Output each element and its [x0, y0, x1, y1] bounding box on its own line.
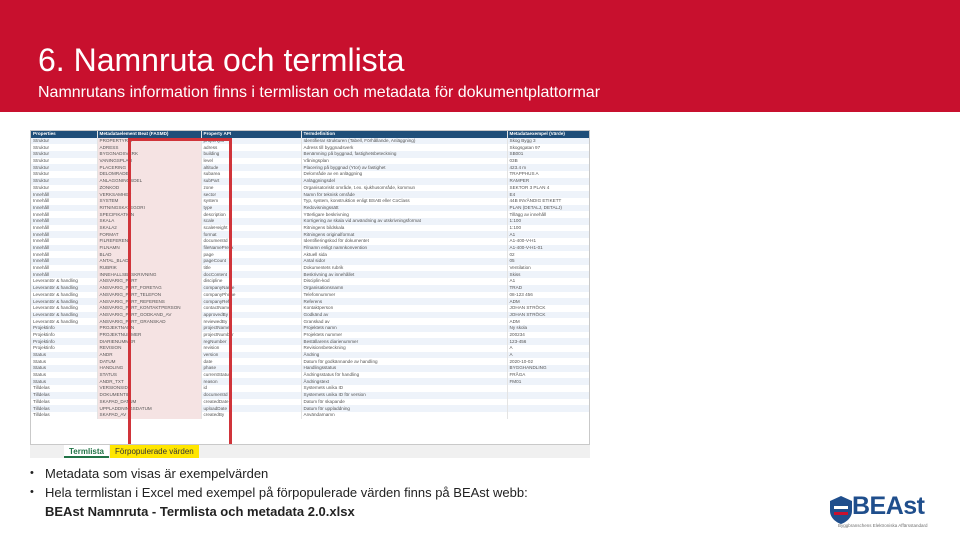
table-cell: 05 [507, 258, 590, 265]
table-cell: Typ, system, konstruktion enligt BSAB eller CoClass [301, 198, 507, 205]
table-cell: FILNAMN [97, 245, 201, 252]
table-cell [507, 412, 590, 419]
table-cell: id [201, 385, 301, 392]
table-row [31, 318, 590, 325]
table-cell: uploadDate [201, 405, 301, 412]
table-cell: projectName [201, 325, 301, 332]
table-cell: ANSVARIG_PART_GODKAND_AV [97, 312, 201, 319]
table-cell: Status [31, 358, 97, 365]
table-cell: Anläggningsdel [301, 178, 507, 185]
slide-subtitle: Namnrutans information finns i termlistan och metadata för dokumentplattormar [38, 84, 601, 101]
table-row [31, 405, 590, 412]
table-cell: Innehåll [31, 265, 97, 272]
table-cell: PLAN (DETALJ, DETALJ) [507, 205, 590, 212]
table-cell: Status [31, 365, 97, 372]
table-cell: HANDLING [97, 365, 201, 372]
table-cell: ANDR_TXT [97, 378, 201, 385]
table-cell: Innehåll [31, 198, 97, 205]
table-cell: projectNumber [201, 332, 301, 339]
table-cell: type [201, 205, 301, 212]
table-cell: regNumber [201, 338, 301, 345]
bullet-dot-icon: • [30, 467, 34, 479]
table-cell: Beställarens diarienummer [301, 338, 507, 345]
table-cell: ANLAGGNINGSDEL [97, 178, 201, 185]
table-cell: ANSVARIG_PART [97, 278, 201, 285]
table-cell: Våningsplan [301, 158, 507, 165]
table-cell [507, 385, 590, 392]
bullet-item [30, 464, 528, 483]
table-cell: Referens [301, 298, 507, 305]
table-row [31, 412, 590, 419]
table-cell: SKAPAD_DATUM [97, 399, 201, 406]
table-cell: ANSVARIG_PART_KONTAKTPERSON [97, 305, 201, 312]
table-cell: Disciplin-kod [301, 278, 507, 285]
table-cell: ANSVARIG_PART_REFERENS [97, 298, 201, 305]
table-cell: Användarnamn [301, 412, 507, 419]
table-cell: Struktur [31, 178, 97, 185]
table-cell: Struktur [31, 151, 97, 158]
table-cell: level [201, 158, 301, 165]
table-cell: date [201, 358, 301, 365]
table-cell: Placering på byggnad (Ytor) av fastighet [301, 164, 507, 171]
table-cell: Leverantör & handling [31, 312, 97, 319]
table-cell: INNEHALLSBESKRIVNING [97, 271, 201, 278]
table-cell: 44B INVÄNDIG ETIKETT [507, 198, 590, 205]
table-cell: Innehåll [31, 205, 97, 212]
beast-emblem-icon [828, 495, 854, 525]
table-cell: Leverantör & handling [31, 285, 97, 292]
table-cell: Ritningens bildskala [301, 225, 507, 232]
table-row [31, 358, 590, 365]
table-cell: Innehåll [31, 238, 97, 245]
table-row [31, 238, 590, 245]
table-cell: documentId [201, 238, 301, 245]
table-cell: sector [201, 191, 301, 198]
table-cell: adress [201, 144, 301, 151]
table-row [31, 231, 590, 238]
table-cell: Status [31, 352, 97, 359]
table-cell: 03B [507, 158, 590, 165]
table-cell: reason [201, 378, 301, 385]
table-cell: UPPLADDNINGSDATUM [97, 405, 201, 412]
bullet-text: Hela termlistan i Excel med exempel på förpopulerade värden finns på BEAst webb: [45, 485, 528, 500]
table-cell: Leverantör & handling [31, 305, 97, 312]
table-cell: A1 [507, 278, 590, 285]
table-cell: Identifierar strukturen (Tabell, Förhållande, Anläggning) [301, 138, 507, 145]
table-cell: companyRef [201, 298, 301, 305]
table-cell: 1:100 [507, 218, 590, 225]
table-cell: Struktur [31, 164, 97, 171]
column-header: Metadataelement Beat (FASMD) [97, 131, 201, 138]
table-row [31, 372, 590, 379]
table-cell: SPECIFIKATION [97, 211, 201, 218]
table-cell: Projektets nummer [301, 332, 507, 339]
table-cell: Ändringstext [301, 378, 507, 385]
table-cell: Tilldelas [31, 412, 97, 419]
table-cell: Struktur [31, 171, 97, 178]
table-cell: RAMPER [507, 178, 590, 185]
table-row [31, 399, 590, 406]
table-cell: description [201, 211, 301, 218]
table-row [31, 325, 590, 332]
table-cell: FORMAT [97, 231, 201, 238]
table-cell: Tilldelas [31, 392, 97, 399]
table-cell: zone [201, 185, 301, 192]
table-cell: PROPERTYREF [97, 138, 201, 145]
sheet-tab-termlista[interactable]: Termlista [64, 445, 109, 458]
table-cell: Tilldelas [31, 405, 97, 412]
table-cell: Datum för uppladdning [301, 405, 507, 412]
table-row [31, 251, 590, 258]
table-cell: BYGGNADSVERK [97, 151, 201, 158]
table-cell: Ytterligare beskrivning [301, 211, 507, 218]
beast-logo [828, 493, 932, 533]
table-cell: companyName [201, 285, 301, 292]
table-cell: ADM [507, 298, 590, 305]
table-cell: E4 [507, 191, 590, 198]
table-cell [507, 405, 590, 412]
table-cell: companyPhone [201, 292, 301, 299]
table-cell: PROJEKTNAMN [97, 325, 201, 332]
table-cell: approvedBy [201, 312, 301, 319]
table-cell: scale [201, 218, 301, 225]
slide-header [0, 0, 960, 112]
bullet-item [30, 483, 528, 502]
table-cell: Datum för godkännande av handling [301, 358, 507, 365]
table-cell: Aktuell sida [301, 251, 507, 258]
table-cell: version [201, 352, 301, 359]
table-cell: DATUM [97, 358, 201, 365]
table-cell: Ritningens originalformat [301, 231, 507, 238]
table-cell: VERSIONSID [97, 385, 201, 392]
table-cell: TRAD [507, 285, 590, 292]
table-cell: Telefonnummer [301, 292, 507, 299]
table-cell: Skog Bygg 3 [507, 138, 590, 145]
slide-title: 6. Namnruta och termlista [38, 42, 405, 78]
table-cell [507, 399, 590, 406]
sheet-tab-forpopulerade[interactable]: Förpopulerade värden [110, 445, 199, 458]
table-cell: Handlingsstatus [301, 365, 507, 372]
column-header: Termdefinition [301, 131, 507, 138]
table-cell: Ändringsstatus för handling [301, 372, 507, 379]
table-row [31, 332, 590, 339]
table-cell: Projektinfo [31, 332, 97, 339]
table-cell: Korrigering av skala vid användning av utskrivningsformat [301, 218, 507, 225]
table-cell: Benämning på byggnad, fastighetsbeteckning [301, 151, 507, 158]
table-cell: Projektinfo [31, 338, 97, 345]
table-cell: PROJEKTNUMMER [97, 332, 201, 339]
table-cell: ADM [507, 318, 590, 325]
table-cell: Datum för skapande [301, 399, 507, 406]
table-row [31, 292, 590, 299]
table-row [31, 245, 590, 252]
table-cell: Innehåll [31, 258, 97, 265]
table-cell: discipline [201, 278, 301, 285]
table-cell: Redovisningssätt [301, 205, 507, 212]
table-cell: Tilldelas [31, 399, 97, 406]
column-header: Property API [201, 131, 301, 138]
column-header: Metadataexempel (Värde) [507, 131, 590, 138]
table-cell: PLACERING [97, 164, 201, 171]
table-cell: JOHAN STRÖCK [507, 312, 590, 319]
table-cell: Ventilation [507, 265, 590, 272]
termlist-table [31, 131, 590, 419]
table-cell: Filnamn enligt namnkonvention [301, 245, 507, 252]
table-row [31, 385, 590, 392]
table-row [31, 164, 590, 171]
table-cell: revision [201, 345, 301, 352]
table-cell: Innehåll [31, 211, 97, 218]
table-row [31, 305, 590, 312]
table-cell: ANTAL_BLAD [97, 258, 201, 265]
table-cell: DOKUMENTID [97, 392, 201, 399]
table-cell: ANSVARIG_PART_GRANSKAD [97, 318, 201, 325]
table-cell: Innehåll [31, 245, 97, 252]
table-cell: Struktur [31, 144, 97, 151]
table-row [31, 338, 590, 345]
file-name-link[interactable]: BEAst Namnruta - Termlista och metadata 2.0.xlsx [45, 504, 355, 519]
table-cell: BYGGHANDLING [507, 365, 590, 372]
table-cell: 08-123 456 [507, 292, 590, 299]
table-cell: Leverantör & handling [31, 278, 97, 285]
table-row [31, 285, 590, 292]
table-cell: REVISION [97, 345, 201, 352]
table-cell: phase [201, 365, 301, 372]
table-cell: createdDate [201, 399, 301, 406]
table-cell: ADRESS [97, 144, 201, 151]
table-cell: reviewedBy [201, 318, 301, 325]
table-cell: Struktur [31, 158, 97, 165]
table-cell: ZONKOD [97, 185, 201, 192]
table-cell: propertyid [201, 138, 301, 145]
table-cell: subPart [201, 178, 301, 185]
table-cell: A1-400-V-H1 [507, 238, 590, 245]
table-cell: Skogsgatan 97 [507, 144, 590, 151]
table-row [31, 158, 590, 165]
table-row [31, 345, 590, 352]
table-cell: Status [31, 372, 97, 379]
table-cell: subarea [201, 171, 301, 178]
table-cell: Projektinfo [31, 325, 97, 332]
table-cell: FILREFERENS [97, 238, 201, 245]
table-cell: Innehåll [31, 231, 97, 238]
logo-tagline: Byggbranschens Elektroniska Affärsstandard [838, 523, 928, 528]
table-cell: STATUS [97, 372, 201, 379]
table-cell: Revisionsbeteckning [301, 345, 507, 352]
column-header: Properties [31, 131, 97, 138]
table-cell: BLAD [97, 251, 201, 258]
table-cell: Systemets unika ID [301, 385, 507, 392]
table-cell: Organisationsnamn [301, 285, 507, 292]
table-cell: 123-456 [507, 338, 590, 345]
table-cell: Godkänd av [301, 312, 507, 319]
table-cell: VERKSAMHET [97, 191, 201, 198]
table-cell: A [507, 345, 590, 352]
table-row [31, 271, 590, 278]
table-cell: Innehåll [31, 191, 97, 198]
table-cell: Tilldelas [31, 385, 97, 392]
table-cell: Leverantör & handling [31, 292, 97, 299]
table-cell: Identifieringskod för dokumentet [301, 238, 507, 245]
table-cell: Organisatoriskt område, t.ex. sjukhusområde, kommun [301, 185, 507, 192]
table-row [31, 258, 590, 265]
table-cell [507, 392, 590, 399]
table-cell: fileNamePrefix [201, 245, 301, 252]
sheet-tab-bar [30, 444, 590, 458]
table-cell: Ändring [301, 352, 507, 359]
spreadsheet-screenshot [30, 130, 590, 458]
table-cell: Projektinfo [31, 345, 97, 352]
table-cell: Systemets unika ID för version [301, 392, 507, 399]
table-cell: docContent [201, 271, 301, 278]
table-row [31, 151, 590, 158]
table-cell: Ny skola [507, 325, 590, 332]
table-cell: Delområde av en anläggning [301, 171, 507, 178]
table-cell: 423.4 m [507, 164, 590, 171]
table-cell: pageCount [201, 258, 301, 265]
table-row [31, 185, 590, 192]
logo-wordmark: BEAst [852, 492, 925, 520]
table-row [31, 312, 590, 319]
table-cell: Adress till byggnadsverk [301, 144, 507, 151]
table-row [31, 138, 590, 145]
table-cell: 200234 [507, 332, 590, 339]
table-row [31, 225, 590, 232]
table-cell: Innehåll [31, 225, 97, 232]
table-cell: Struktur [31, 138, 97, 145]
table-cell: TRAPPHUS A [507, 171, 590, 178]
table-cell: Status [31, 378, 97, 385]
table-cell: A [507, 352, 590, 359]
table-cell: system [201, 198, 301, 205]
table-cell: altitude [201, 164, 301, 171]
table-cell: FRÅGA [507, 372, 590, 379]
table-cell: title [201, 265, 301, 272]
table-cell: 02 [507, 251, 590, 258]
table-cell: 2020-10-02 [507, 358, 590, 365]
table-row [31, 211, 590, 218]
table-cell: building [201, 151, 301, 158]
table-cell: Innehåll [31, 271, 97, 278]
table-row [31, 378, 590, 385]
table-cell: JOHAN STRÖCK [507, 305, 590, 312]
table-cell: A1 [507, 231, 590, 238]
table-cell: A1-400-V-H1-01 [507, 245, 590, 252]
table-cell: VANINGSPLAN [97, 158, 201, 165]
table-row [31, 144, 590, 151]
table-cell: SKALA [97, 218, 201, 225]
table-cell: DIARIENUMMER [97, 338, 201, 345]
table-cell: page [201, 251, 301, 258]
table-row [31, 218, 590, 225]
table-cell: documentId [201, 392, 301, 399]
table-row [31, 205, 590, 212]
bullet-text: Metadata som visas är exempelvärden [45, 466, 269, 481]
table-cell: Namn för teknisk område [301, 191, 507, 198]
bullet-dot-icon: • [30, 486, 34, 498]
table-cell: ANDR [97, 352, 201, 359]
table-cell: createdBy [201, 412, 301, 419]
table-cell: format [201, 231, 301, 238]
table-cell: DELOMRADE [97, 171, 201, 178]
table-cell: scaleHeight [201, 225, 301, 232]
table-cell: Innehåll [31, 251, 97, 258]
table-cell: currentStatus [201, 372, 301, 379]
table-cell: RITNINGSKATEGORI [97, 205, 201, 212]
table-row [31, 198, 590, 205]
table-row [31, 171, 590, 178]
table-row [31, 298, 590, 305]
table-cell: Beskrivning av innehållet [301, 271, 507, 278]
table-cell: Kontaktperson [301, 305, 507, 312]
bullet-list [30, 464, 528, 521]
table-cell: ANSVARIG_PART_FORETAG [97, 285, 201, 292]
table-row [31, 178, 590, 185]
table-cell: Skiss [507, 271, 590, 278]
table-cell: Leverantör & handling [31, 318, 97, 325]
table-cell: contactName [201, 305, 301, 312]
table-cell: Antal sidor [301, 258, 507, 265]
table-cell: SB001 [507, 151, 590, 158]
table-cell: SEKTOR 3 PLAN 4 [507, 185, 590, 192]
table-cell: FM01 [507, 378, 590, 385]
table-cell: SYSTEM [97, 198, 201, 205]
table-cell: Projektets namn [301, 325, 507, 332]
table-cell: Tillägg av innehåll [507, 211, 590, 218]
table-cell: 1:100 [507, 225, 590, 232]
table-row [31, 352, 590, 359]
table-cell: Leverantör & handling [31, 298, 97, 305]
table-cell: Struktur [31, 185, 97, 192]
table-row [31, 365, 590, 372]
table-cell: Dokumentets rubrik [301, 265, 507, 272]
table-row [31, 278, 590, 285]
table-cell: SKALA2 [97, 225, 201, 232]
table-cell: SKAPAD_AV [97, 412, 201, 419]
table-row [31, 392, 590, 399]
table-row [31, 265, 590, 272]
table-row [31, 191, 590, 198]
table-cell: Innehåll [31, 218, 97, 225]
table-cell: Granskad av [301, 318, 507, 325]
table-cell: ANSVARIG_PART_TELEFON [97, 292, 201, 299]
table-cell: RUBRIK [97, 265, 201, 272]
